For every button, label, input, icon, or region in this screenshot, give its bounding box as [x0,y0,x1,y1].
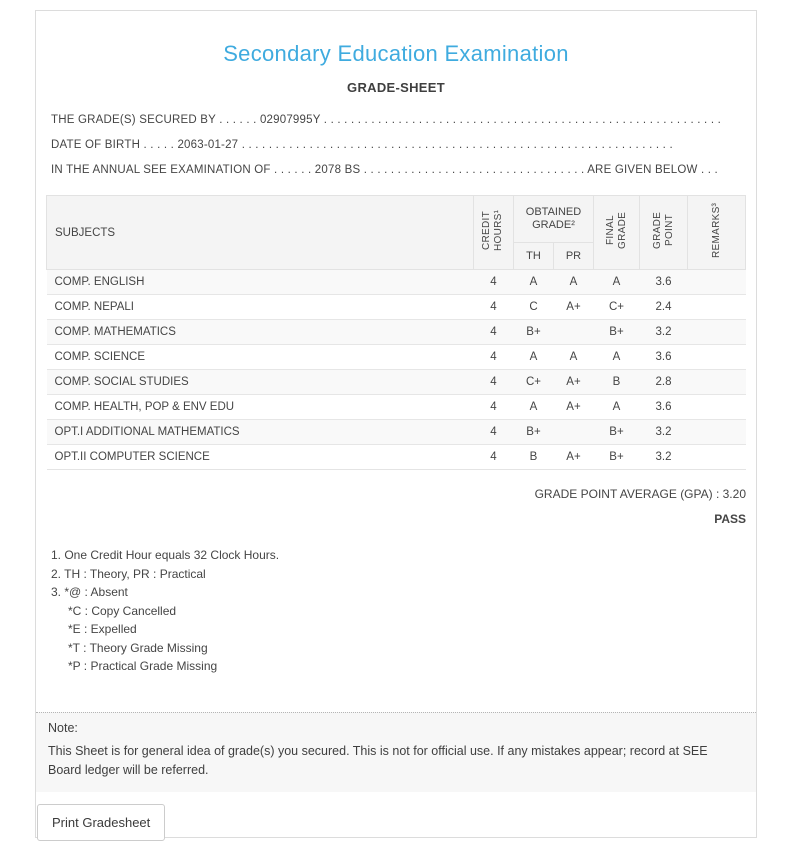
grade-point-cell: 3.2 [640,320,688,345]
dots-leader: . . . . . . [274,164,312,176]
th-grade-cell: A [513,270,553,295]
remarks-cell [688,295,746,320]
date-of-birth-label: DATE OF BIRTH [51,139,141,151]
table-row [47,270,746,295]
gpa-average-line: GRADE POINT AVERAGE (GPA) : 3.20 [534,487,746,501]
pr-grade-cell: A+ [553,445,593,470]
final-grade-cell: C+ [594,295,640,320]
credit-cell: 4 [473,295,513,320]
header-subjects: SUBJECTS [47,196,474,270]
final-grade-cell: A [594,270,640,295]
page-title: Secondary Education Examination [223,41,569,66]
grade-point-cell: 3.2 [640,445,688,470]
th-grade-cell: B+ [513,420,553,445]
grade-point-cell: 2.8 [640,370,688,395]
final-grade-cell: B+ [594,445,640,470]
footnote-line: 3. *@ : Absent [51,585,128,599]
dots-leader: . . . . . . . . . . . . . . . . . . . . . . . . . . . . . . . . . . . . . . . . . . . . . . . . . . . . . . . . . . . . . . . . [241,139,673,151]
header-final-grade [594,196,640,270]
subject-cell: COMP. MATHEMATICS [47,320,474,345]
pr-grade-cell: A [553,345,593,370]
pr-grade-cell [553,420,593,445]
footnotes-section [36,546,756,676]
table-row [47,395,746,420]
final-grade-cell: B+ [594,320,640,345]
date-of-birth-value: 2063-01-27 [177,139,239,151]
credit-cell: 4 [473,270,513,295]
secured-by-line [51,108,741,133]
subject-cell: COMP. SOCIAL STUDIES [47,370,474,395]
header-grade-point [640,196,688,270]
pr-grade-cell: A+ [553,395,593,420]
footnote-line: 1. One Credit Hour equals 32 Clock Hours. [51,548,280,562]
remarks-cell [688,395,746,420]
remarks-cell [688,270,746,295]
header-final-grade-label: FINAL GRADE [604,211,628,249]
table-row [47,420,746,445]
final-grade-cell: A [594,345,640,370]
date-of-birth-line [51,133,741,158]
grade-point-cell: 3.6 [640,395,688,420]
grades-table-body [47,270,746,470]
note-label: Note: [48,720,78,735]
pr-grade-cell: A [553,270,593,295]
footnote-line: *P : Practical Grade Missing [68,659,218,673]
dots-leader: . . . . . . . . . . . . . . . . . . . . . . . . . . . . . . . . . [363,164,585,176]
th-grade-cell: A [513,345,553,370]
credit-cell: 4 [473,420,513,445]
table-row [47,445,746,470]
th-grade-cell: C [513,295,553,320]
header-remarks [688,196,746,270]
table-row [47,345,746,370]
table-row [47,295,746,320]
final-grade-cell: B+ [594,420,640,445]
remarks-cell [688,345,746,370]
credit-cell: 4 [473,345,513,370]
subject-cell: COMP. SCIENCE [47,345,474,370]
footnote-line: *E : Expelled [68,622,137,636]
note-section [36,712,756,792]
subject-cell: OPT.I ADDITIONAL MATHEMATICS [47,420,474,445]
secured-by-label: THE GRADE(S) SECURED BY [51,114,216,126]
symbol-number-value: 02907995Y [259,114,321,126]
footnote-line: *T : Theory Grade Missing [68,640,208,655]
result-status: PASS [714,512,746,526]
subject-cell: COMP. NEPALI [47,295,474,320]
dots-leader: . . . . . . [219,114,257,126]
header-practical: PR [553,243,593,270]
th-grade-cell: B [513,445,553,470]
pr-grade-cell: A+ [553,295,593,320]
grades-table [46,195,746,470]
print-gradesheet-button[interactable]: Print Gradesheet [37,804,165,841]
final-grade-cell: B [594,370,640,395]
grades-table-wrapper [36,195,756,470]
header-remarks-label: REMARKS³ [710,202,722,258]
table-row [47,370,746,395]
grade-point-cell: 3.6 [640,270,688,295]
examination-year-value: 2078 BS [314,164,361,176]
gradesheet-panel [35,10,757,838]
remarks-cell [688,445,746,470]
th-grade-cell: A [513,395,553,420]
remarks-cell [688,320,746,345]
grade-point-cell: 2.4 [640,295,688,320]
credit-cell: 4 [473,445,513,470]
credit-cell: 4 [473,395,513,420]
grade-point-cell: 3.2 [640,420,688,445]
th-grade-cell: C+ [513,370,553,395]
note-text: This Sheet is for general idea of grade(s) you secured. This is not for official use. If any mistakes appear; record at SEE Board ledger will be referred. [48,743,708,777]
remarks-cell [688,420,746,445]
credit-cell: 4 [473,320,513,345]
pr-grade-cell [553,320,593,345]
th-grade-cell: B+ [513,320,553,345]
final-grade-cell: A [594,395,640,420]
grade-point-cell: 3.6 [640,345,688,370]
credit-cell: 4 [473,370,513,395]
header-grade-point-label: GRADE POINT [651,211,675,249]
footnote-line: 2. TH : Theory, PR : Practical [51,566,206,581]
dots-leader: . . . . . [143,139,175,151]
header-credit-hours [473,196,513,270]
subject-cell: COMP. ENGLISH [47,270,474,295]
header-theory: TH [513,243,553,270]
header-credit-hours-label: CREDIT HOURS¹ [481,209,505,251]
pr-grade-cell: A+ [553,370,593,395]
grades-table-header [47,196,746,270]
header-obtained-grade: OBTAINED GRADE² [513,196,593,243]
info-section [36,108,756,183]
are-given-below-label: ARE GIVEN BELOW . . . [587,164,718,176]
remarks-cell [688,370,746,395]
footnote-line: *C : Copy Cancelled [68,603,177,618]
gradesheet-subtitle: GRADE-SHEET [347,80,445,95]
table-row [47,320,746,345]
subject-cell: COMP. HEALTH, POP & ENV EDU [47,395,474,420]
subject-cell: OPT.II COMPUTER SCIENCE [47,445,474,470]
dots-leader: . . . . . . . . . . . . . . . . . . . . . . . . . . . . . . . . . . . . . . . . . . . . . . . . . . . . . . . . . . . [323,114,722,126]
examination-year-label: IN THE ANNUAL SEE EXAMINATION OF [51,164,271,176]
examination-year-line [51,158,741,183]
